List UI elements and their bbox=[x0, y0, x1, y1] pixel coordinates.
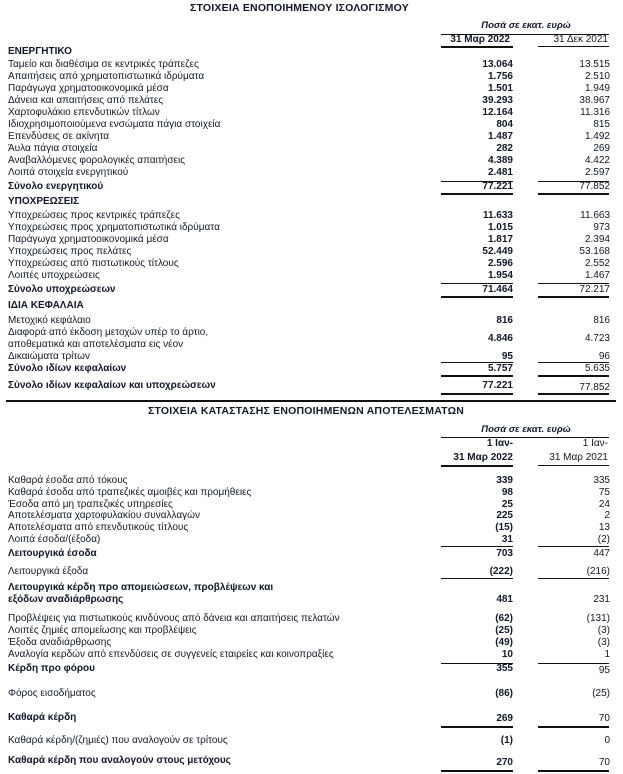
income-row-v2: (131) bbox=[586, 613, 610, 624]
liability-row-v1: 11.633 bbox=[482, 210, 513, 221]
operating-income-v2: 447 bbox=[593, 548, 610, 559]
pre-tax-v2: 95 bbox=[598, 665, 610, 676]
asset-row-label: Ταμείο και διαθέσιμα σε κεντρικές τράπεζες bbox=[8, 59, 199, 70]
liability-row-v1: 1.015 bbox=[487, 222, 513, 233]
asset-row-v2: 1.492 bbox=[584, 131, 610, 142]
income-row-v1: (25) bbox=[495, 625, 513, 636]
total-double-rule bbox=[538, 726, 609, 728]
income-row-v1: (15) bbox=[495, 522, 513, 534]
equity-minority-v2: 96 bbox=[598, 351, 610, 362]
income-row-v2: 335 bbox=[593, 475, 610, 486]
asset-row-label: Δάνεια και απαιτήσεις από πελάτες bbox=[8, 95, 164, 106]
tax-v1: (86) bbox=[495, 688, 513, 699]
assets-title: ΕΝΕΡΓΗΤΙΚΟ bbox=[8, 46, 72, 57]
equity-reserves-v1: 4.846 bbox=[487, 333, 513, 344]
asset-row-label: Άυλα πάγια στοιχεία bbox=[8, 143, 98, 154]
assets-total-v1: 77.221 bbox=[482, 181, 513, 192]
income-col2-line2: 31 Μαρ 2021 bbox=[549, 452, 608, 463]
equity-total-v1: 5.757 bbox=[487, 363, 513, 374]
col1-header-underline bbox=[441, 465, 513, 467]
income-row-v1: 225 bbox=[496, 510, 513, 522]
total-double-rule bbox=[441, 726, 513, 728]
income-title: ΣΤΟΙΧΕΙΑ ΚΑΤΑΣΤΑΣΗΣ ΕΝΟΠΟΙΗΜΕΝΩΝ ΑΠΟΤΕΛΕΣΜΑΤΩΝ bbox=[148, 405, 464, 417]
shareholders-v2: 70 bbox=[598, 757, 610, 768]
tax-label: Φόρος εισοδήματος bbox=[8, 688, 96, 699]
total-rule bbox=[441, 578, 513, 579]
income-row-v1: 10 bbox=[501, 649, 513, 660]
equity-reserves-label-1: Διαφορά από έκδοση μετοχών υπέρ το άρτιο, bbox=[8, 327, 209, 338]
liability-row-v1: 52.449 bbox=[482, 246, 513, 257]
total-rule bbox=[538, 578, 609, 579]
equity-share-v2: 816 bbox=[593, 315, 610, 326]
income-row-v1: 98 bbox=[501, 486, 513, 498]
total-rule bbox=[441, 546, 513, 547]
shareholders-label: Καθαρά κέρδη που αναλογούν στους μετόχους bbox=[8, 755, 231, 766]
liabilities-total-label: Σύνολο υποχρεώσεων bbox=[8, 284, 116, 295]
income-row-v2: 2 bbox=[604, 510, 610, 522]
operating-expenses-label: Λειτουργικά έξοδα bbox=[8, 566, 89, 577]
pre-provision-v1: 481 bbox=[496, 594, 513, 605]
liabilities-total-v1: 71.464 bbox=[482, 284, 513, 295]
balance-col1-header: 31 Μαρ 2022 bbox=[450, 34, 510, 45]
col2-header-underline bbox=[538, 465, 609, 466]
total-double-rule bbox=[441, 770, 513, 772]
income-row-label: Προβλέψεις για πιστωτικούς κινδύνους από δάνεια και απαιτήσεις πελατών bbox=[8, 613, 340, 624]
minority-label: Καθαρά κέρδη/(ζημιές) που αναλογούν σε τρίτους bbox=[8, 735, 228, 746]
asset-row-label: Επενδύσεις σε ακίνητα bbox=[8, 131, 110, 142]
income-row-v1: 25 bbox=[501, 498, 513, 510]
tax-v2: (25) bbox=[592, 688, 610, 699]
income-row-v2: (3) bbox=[597, 637, 610, 648]
liability-row-v1: 1.954 bbox=[487, 270, 513, 281]
income-row-v2: 75 bbox=[598, 486, 610, 498]
income-row-v2: (2) bbox=[597, 534, 610, 545]
liability-row-v2: 973 bbox=[593, 222, 610, 233]
income-row-v1: (62) bbox=[495, 613, 513, 624]
asset-row-v2: 4.422 bbox=[584, 155, 610, 166]
pre-tax-label: Κέρδη προ φόρου bbox=[8, 663, 95, 674]
income-row-label: Αναλογία κερδών από επενδύσεις σε συγγενείς εταιρείες και κοινοπραξίες bbox=[8, 649, 334, 660]
shareholders-v1: 270 bbox=[496, 757, 513, 768]
liabilities-title: ΥΠΟΧΡΕΩΣΕΙΣ bbox=[8, 196, 80, 207]
total-double-rule bbox=[441, 375, 513, 377]
income-row-label: Λοιπές ζημιές απομείωσης και προβλέψεις bbox=[8, 625, 197, 636]
asset-row-v1: 282 bbox=[496, 143, 513, 154]
total-double-rule bbox=[538, 296, 609, 298]
asset-row-label: Ιδιοχρησιμοποιούμενα ενσώματα πάγια στοιχεία bbox=[8, 119, 221, 130]
balance-title: ΣΤΟΙΧΕΙΑ ΕΝΟΠΟΙΗΜΕΝΟΥ ΙΣΟΛΟΓΙΣΜΟΥ bbox=[190, 2, 409, 14]
liability-row-v2: 2.552 bbox=[584, 258, 610, 269]
liability-row-label: Υποχρεώσεις προς πελάτες bbox=[8, 246, 132, 257]
liability-row-v2: 11.663 bbox=[580, 210, 610, 221]
liability-row-label: Λοιπές υποχρεώσεις bbox=[8, 270, 100, 281]
pre-tax-v1: 355 bbox=[496, 663, 513, 674]
liability-row-v1: 2.596 bbox=[487, 258, 513, 269]
income-row-label: Καθαρά έσοδα από τόκους bbox=[8, 475, 128, 486]
asset-row-v2: 815 bbox=[593, 119, 610, 130]
income-amounts-note: Ποσά σε εκατ. ευρώ bbox=[481, 424, 571, 435]
income-row-v1: 339 bbox=[496, 475, 513, 486]
equity-share-v1: 816 bbox=[496, 315, 513, 326]
liability-row-v2: 1.467 bbox=[584, 270, 610, 281]
total-rule bbox=[538, 546, 609, 547]
liability-row-v2: 2.394 bbox=[584, 234, 610, 245]
equity-reserves-label-2: αποθεματικά και αποτελέσματα εις νέον bbox=[8, 339, 184, 350]
income-col1-line2: 31 Μαρ 2022 bbox=[453, 452, 513, 463]
asset-row-v2: 2.510 bbox=[584, 71, 610, 82]
total-double-rule bbox=[538, 393, 609, 395]
liability-row-label: Υποχρεώσεις από πιστωτικούς τίτλους bbox=[8, 258, 179, 269]
col1-header-underline bbox=[441, 46, 513, 48]
equity-total-v2: 5.635 bbox=[584, 363, 610, 374]
assets-total-label: Σύνολο ενεργητικού bbox=[8, 181, 104, 192]
section-divider bbox=[6, 400, 616, 402]
operating-income-v1: 703 bbox=[496, 548, 513, 559]
asset-row-v2: 1.949 bbox=[584, 83, 610, 94]
equity-title: ΙΔΙΑ ΚΕΦΑΛΑΙΑ bbox=[8, 300, 84, 311]
income-row-label: Λοιπά έσοδα/(έξοδα) bbox=[8, 534, 101, 545]
income-row-v2: 1 bbox=[604, 649, 610, 660]
income-row-label: Καθαρά έσοδα από τραπεζικές αμοιβές και προμήθειες bbox=[8, 486, 252, 498]
asset-row-label: Λοιπά στοιχεία ενεργητικού bbox=[8, 167, 129, 178]
grand-total-v2: 77.852 bbox=[579, 382, 610, 393]
income-row-v2: (3) bbox=[597, 625, 610, 636]
minority-v2: 0 bbox=[604, 735, 610, 746]
equity-share-label: Μετοχικό κεφάλαιο bbox=[8, 315, 91, 326]
asset-row-v2: 2.597 bbox=[584, 167, 610, 178]
total-rule bbox=[538, 663, 609, 664]
liability-row-label: Υποχρεώσεις προς χρηματοπιστωτικά ιδρύματα bbox=[8, 222, 220, 233]
total-double-rule bbox=[538, 770, 609, 772]
net-profit-v1: 269 bbox=[496, 713, 513, 724]
net-profit-label: Καθαρά κέρδη bbox=[8, 712, 77, 723]
income-row-v2: 24 bbox=[598, 498, 610, 510]
asset-row-v1: 4.389 bbox=[487, 155, 513, 166]
asset-row-v1: 804 bbox=[496, 119, 513, 130]
operating-expenses-v2: (216) bbox=[586, 566, 610, 577]
asset-row-label: Παράγωγα χρηματοοικονομικά μέσα bbox=[8, 83, 169, 94]
balance-amounts-note: Ποσά σε εκατ. ευρώ bbox=[481, 20, 571, 31]
asset-row-v2: 269 bbox=[593, 143, 610, 154]
total-double-rule bbox=[441, 296, 513, 298]
equity-minority-v1: 95 bbox=[501, 351, 513, 362]
asset-row-label: Χαρτοφυλάκιο επενδυτικών τίτλων bbox=[8, 107, 160, 118]
income-row-v2: 13 bbox=[598, 522, 610, 534]
asset-row-v2: 13.515 bbox=[579, 59, 610, 70]
liability-row-v1: 1.817 bbox=[487, 234, 513, 245]
asset-row-label: Αναβαλλόμενες φορολογικές απαιτήσεις bbox=[8, 155, 186, 166]
pre-provision-label-2: εξόδων αναδιάρθρωσης bbox=[8, 594, 124, 605]
grand-total-v1: 77.221 bbox=[482, 380, 513, 391]
net-profit-v2: 70 bbox=[598, 713, 610, 724]
income-row-label: Έσοδα από μη τραπεζικές υπηρεσίες bbox=[8, 498, 173, 510]
asset-row-v2: 38.967 bbox=[579, 95, 610, 106]
col2-header-underline bbox=[538, 46, 609, 47]
asset-row-v1: 2.481 bbox=[487, 167, 513, 178]
income-row-label: Αποτελέσματα από επενδυτικούς τίτλους bbox=[8, 522, 189, 534]
asset-row-v1: 1.487 bbox=[487, 131, 513, 142]
asset-row-v1: 39.293 bbox=[482, 95, 513, 106]
total-double-rule bbox=[538, 193, 609, 195]
income-row-label: Αποτελέσματα χαρτοφυλακίου συναλλαγών bbox=[8, 510, 200, 522]
total-double-rule bbox=[441, 393, 513, 395]
liability-row-label: Παράγωγα χρηματοοικονομικά μέσα bbox=[8, 234, 169, 245]
operating-income-label: Λειτουργικά έσοδα bbox=[8, 548, 97, 559]
liability-row-label: Υποχρεώσεις προς κεντρικές τράπεζες bbox=[8, 210, 180, 221]
operating-expenses-v1: (222) bbox=[489, 566, 513, 577]
asset-row-v2: 11.316 bbox=[580, 107, 610, 118]
income-row-v1: (49) bbox=[495, 637, 513, 648]
minority-v1: (1) bbox=[500, 735, 513, 746]
asset-row-label: Απαιτήσεις από χρηματοπιστωτικά ιδρύματα bbox=[8, 71, 205, 82]
asset-row-v1: 1.501 bbox=[487, 83, 513, 94]
asset-row-v1: 1.756 bbox=[487, 71, 513, 82]
income-col2-line1: 1 Ιαν- bbox=[582, 438, 608, 449]
total-double-rule bbox=[441, 193, 513, 195]
balance-col2-header: 31 Δεκ 2021 bbox=[553, 34, 608, 45]
asset-row-v1: 12.164 bbox=[482, 107, 513, 118]
asset-row-v1: 13.064 bbox=[482, 59, 513, 70]
equity-minority-label: Δικαιώματα τρίτων bbox=[8, 351, 90, 362]
income-row-label: Έξοδα αναδιάρθρωσης bbox=[8, 637, 112, 648]
pre-provision-label-1: Λειτουργικά κέρδη προ απομειώσεων, προβλέψεων και bbox=[8, 582, 274, 593]
grand-total-label: Σύνολο ιδίων κεφαλαίων και υποχρεώσεων bbox=[8, 380, 216, 391]
income-row-v1: 31 bbox=[501, 534, 513, 545]
pre-provision-v2: 231 bbox=[593, 594, 610, 605]
income-col1-line1: 1 Ιαν- bbox=[486, 438, 513, 449]
total-double-rule bbox=[538, 375, 609, 377]
liability-row-v2: 53.168 bbox=[579, 246, 610, 257]
assets-total-v2: 77.852 bbox=[579, 181, 610, 192]
equity-total-label: Σύνολο ιδίων κεφαλαίων bbox=[8, 363, 127, 374]
liabilities-total-v2: 72.217 bbox=[579, 284, 610, 295]
equity-reserves-v2: 4.723 bbox=[584, 333, 610, 344]
